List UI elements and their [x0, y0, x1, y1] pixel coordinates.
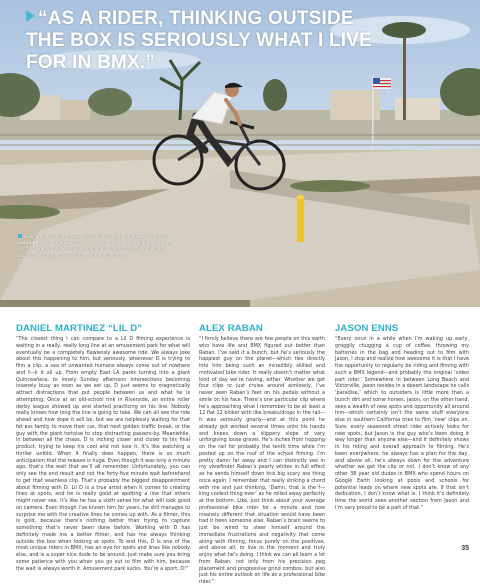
square-bullet-icon — [18, 234, 22, 238]
caption-lead: Having built an entire career around his library of incredible video parts, — [24, 234, 170, 239]
section-body: “The closest thing I can compare to a Lil D filming experience is waiting in a really, really long line at an amusement park for what will eventually be a completely flawlessly awesome ride. We always joke about this happening to him, but seriously, whenever D is trying to film a clip, a sea of unwanted humans always come out of nowhere and f—k it all up. From empty East LA parks turning into a giant Quinceañera, to lonely Sunday afternoon intersections becoming insanely busy as soon as we set up, D just seems to magnetically attract distractions that put people between us and what he is attempting. Once at an old-school rink in Riverside, an entire roller derby league showed up and started practicing on his line. Nobody really knows how long the line is going to take. We can all see the ride ahead and how dope it will be, but we are helplessly waiting for that fat ass family to move their car, that next golden traffic break, or the guy with the giant tortoise to stop distracting passers-by. Meanwhile, in between all the chaos, D is inching closer and closer to his final product, trying to keep his cool and not lose it. It’s like watching a thriller unfold. When it finally does happen, there is so much anticipation that the release is huge. Even though it was only a minute ago, that’s the wait that we’ll all remember. Unfortunately, you can only see the end result and not the forty-five minute wait beforehand to get that seamless clip. That’s probably the biggest disappointment about filming with D. Lil D is a true artist when it comes to creating lines at spots, and he is really good at spotting a line that others might never see. It’s like he has a sixth sense for what will look good on camera. Even though I’ve known him for years, he still manages to surprise me with the creative lines he comes up with. As a filmer, this is gold, because there’s nothing better than trying to capture something that’s never been done before. Working with D has definitely made me a better filmer, and has me always thinking outside the box when looking at spots. To end this, D is one of the most unique riders in BMX, has an eye for spots and lines like nobody else, and is a super nice dude to be around. Just make sure you bring some patience with you when you go out to film with him, because the wait is always worth it. Amusement park sucks. You’re a sport, D!” — [16, 336, 190, 572]
section-heading: JASON ENNS — [335, 323, 399, 334]
section-body: “Every once in a while when I’m waking up early, groggily chugging a cup of coffee, throwing my batteries in the bag and heading out to film with Jason, I stop and realize how awesome it is that I have the opportunity to regularly be riding and filming with such a BMX legend—and probably the original ‘video part rider.’ Somewhere in between Long Beach and Victorville, Jason resides in a desert landscape he calls ‘paradise,’ which to outsiders is little more than a bunch dirt and some horses. Jason, on the other hand, sees a wealth of new spots and opportunity all around him—which certainly isn’t the same stuff everyone else in southern California tries to film ‘new’ clips on. Sure, every seasoned street rider actively looks for new spots, but Jason is the guy who’s been doing it way longer than anyone else—and it definitely shows in his riding and overall approach to filming. He’s been everywhere, he always has a plan for the day, and above all, he’s always down for the adventure whether we get the clip or not. I don’t know of any other 38 year old dudes in BMX who spend hours on Google Earth looking at pools and schools for potential leads on where new spots are. If that isn’t dedication, I don’t know what is. I think it’s definitely time the world sees another section from Jason and I’m very proud to be a part of that.” — [335, 336, 469, 511]
section-heading: DANIEL MARTINEZ “LIL D” — [16, 323, 143, 334]
photo-caption — [18, 234, 178, 259]
section-alex-raban — [199, 323, 325, 586]
caption-rest: is a veteran video pro, knows what it takes to get the job done, and has logged countless miles searching for fresh setups, like this curb launch over the guardrail in Smith. Hemet, California. — [18, 240, 172, 258]
section-heading: ALEX RABAN — [199, 323, 263, 334]
pull-quote-text: “AS A RIDER, THINKING OUTSIDE THE BOX IS SERIOUSLY WHAT I LIVE FOR IN BMX.” — [26, 8, 372, 73]
section-jason-enns — [335, 323, 469, 512]
section-lil-d — [16, 323, 190, 572]
page-number: 35 — [461, 545, 469, 552]
pull-quote — [26, 8, 386, 74]
caption-name: Jason Enns — [18, 240, 44, 246]
triangle-bullet-icon — [26, 10, 35, 22]
section-body: “I firmly believe there are few people on this earth who have life and BMX figured out better than Raban. I’ve said it a bunch, but he’s seriously the happiest guy on the planet—which ties directly into him being such an incredibly skilled and motivated bike rider. It really doesn’t matter what kind of day we’re having, either. Whether we get four clips or just cruise around aimlessly, I’ve never seen Raban’s feet on his pedals without a smile on his face. There’s one particular clip where he’s approaching what I remember to be at least a 12 flat 12 binker with like breaks/drops in the rail—it was seriously gnarly—and at this point he already got worked several times onto his hands and knees down a slippery slope of very unforgiving loose gravel. He’s inches from hopping on the rail for probably the tenth time while I’m posted up on the roof of the school filming. I’m pretty damn far away and I can distinctly see in my viewfinder Raban’s pearly whites in full effect as he sends himself down this big scary ass thing once again. I remember that really striking a chord with me and just thinking, ‘Damn, that is the f—king coolest thing ever’ as he rolled away perfectly at the bottom. Like, just think about your average professional bike rider for a minute and how insanely different that situation would have been had it been someone else. Raban’s brain seems to just be wired to steer himself around the immediate frustrations and negativity that come along with filming, focus purely on the positives, and above all, to live in the moment and truly enjoy what he’s doing. I think we can all learn a lot from Raban, not only from his precision peg placement and progressive grind combos, but also just his entire outlook on life as a professional bike rider.” — [199, 336, 325, 585]
